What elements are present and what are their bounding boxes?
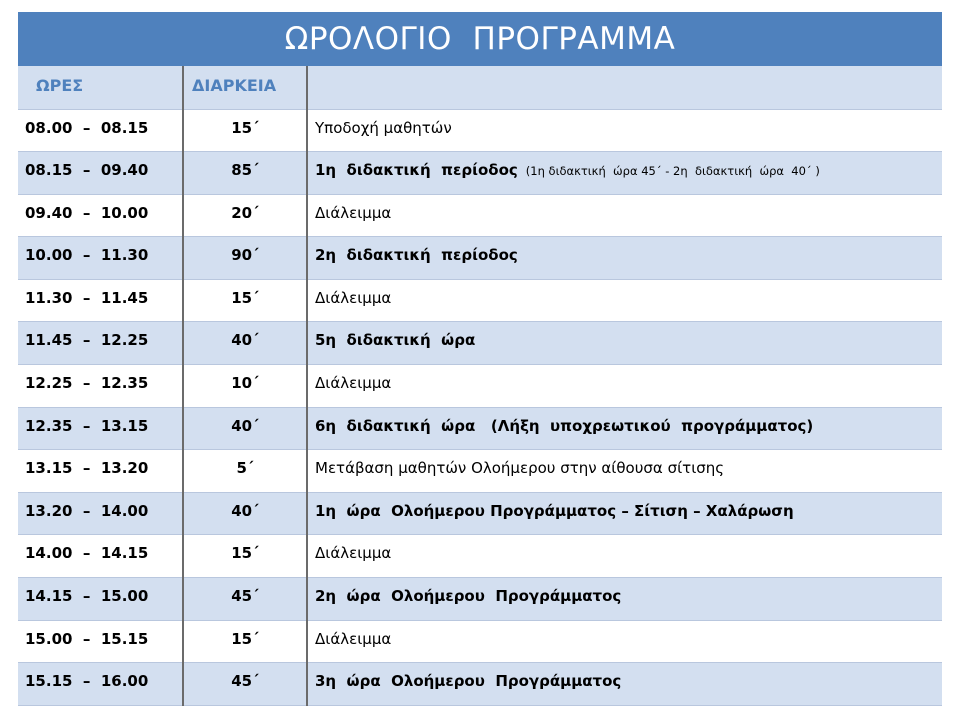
activity-cell — [307, 407, 942, 450]
time-cell: 14.15 – 15.00 — [18, 578, 183, 621]
activity-text: Διάλειμμα — [315, 374, 392, 393]
table-row — [18, 365, 942, 408]
header-duration: ΔΙΑΡΚΕΙΑ — [183, 66, 307, 109]
table-row — [18, 450, 942, 493]
duration-cell: 5΄ — [183, 450, 307, 493]
schedule-table — [18, 66, 942, 706]
time-cell: 08.15 – 09.40 — [18, 152, 183, 195]
activity-cell — [307, 322, 942, 365]
activity-cell — [307, 663, 942, 706]
activity-text: Διάλειμμα — [315, 203, 392, 222]
table-row — [18, 492, 942, 535]
table-row — [18, 407, 942, 450]
activity-cell — [307, 194, 942, 237]
activity-note: (1η διδακτική ώρα 45΄ - 2η διδακτική ώρα 40΄ ) — [525, 164, 820, 179]
duration-cell: 15΄ — [183, 620, 307, 663]
duration-cell: 10΄ — [183, 365, 307, 408]
time-cell: 12.25 – 12.35 — [18, 365, 183, 408]
activity-cell — [307, 450, 942, 493]
activity-cell — [307, 535, 942, 578]
duration-cell: 90΄ — [183, 237, 307, 280]
activity-text: 2η ώρα Ολοήμερου Προγράμματος — [315, 587, 622, 606]
activity-cell — [307, 365, 942, 408]
activity-text: Υποδοχή μαθητών — [315, 118, 452, 137]
activity-cell — [307, 237, 942, 280]
activity-cell — [307, 279, 942, 322]
table-row — [18, 663, 942, 706]
table-row — [18, 194, 942, 237]
time-cell: 12.35 – 13.15 — [18, 407, 183, 450]
activity-text: Διάλειμμα — [315, 288, 392, 307]
activity-text: 1η διδακτική περίοδος — [315, 161, 518, 180]
duration-cell: 40΄ — [183, 322, 307, 365]
duration-cell: 45΄ — [183, 663, 307, 706]
duration-cell: 85΄ — [183, 152, 307, 195]
table-row — [18, 322, 942, 365]
duration-cell: 15΄ — [183, 279, 307, 322]
table-row — [18, 620, 942, 663]
time-cell: 10.00 – 11.30 — [18, 237, 183, 280]
duration-cell: 40΄ — [183, 407, 307, 450]
activity-text: Διάλειμμα — [315, 629, 392, 648]
duration-cell: 45΄ — [183, 578, 307, 621]
table-row — [18, 109, 942, 152]
time-cell: 13.15 – 13.20 — [18, 450, 183, 493]
table-row — [18, 535, 942, 578]
duration-cell: 15΄ — [183, 109, 307, 152]
activity-text: 3η ώρα Ολοήμερου Προγράμματος — [315, 672, 622, 691]
activity-text: Διάλειμμα — [315, 544, 392, 563]
header-row — [18, 66, 942, 109]
header-activity — [307, 66, 942, 109]
page-title: ΩΡΟΛΟΓΙΟ ΠΡΟΓΡΑΜΜΑ — [18, 12, 942, 66]
duration-cell: 40΄ — [183, 492, 307, 535]
activity-text: 2η διδακτική περίοδος — [315, 246, 518, 265]
activity-cell — [307, 620, 942, 663]
activity-text: 6η διδακτική ώρα (Λήξη υποχρεωτικού προγράμματος) — [315, 416, 814, 435]
time-cell: 09.40 – 10.00 — [18, 194, 183, 237]
activity-cell — [307, 109, 942, 152]
time-cell: 08.00 – 08.15 — [18, 109, 183, 152]
table-row — [18, 152, 942, 195]
activity-text: 5η διδακτική ώρα — [315, 331, 476, 350]
duration-cell: 15΄ — [183, 535, 307, 578]
duration-cell: 20΄ — [183, 194, 307, 237]
time-cell: 15.15 – 16.00 — [18, 663, 183, 706]
schedule-table-container — [18, 12, 942, 706]
time-cell: 13.20 – 14.00 — [18, 492, 183, 535]
header-hours: ΩΡΕΣ — [18, 66, 183, 109]
activity-cell — [307, 492, 942, 535]
table-row — [18, 237, 942, 280]
table-row — [18, 578, 942, 621]
table-row — [18, 279, 942, 322]
activity-text: 1η ώρα Ολοήμερου Προγράμματος – Σίτιση – Χαλάρωση — [315, 501, 794, 520]
time-cell: 11.30 – 11.45 — [18, 279, 183, 322]
activity-text: Μετάβαση μαθητών Ολοήμερου στην αίθουσα σίτισης — [315, 459, 725, 478]
time-cell: 14.00 – 14.15 — [18, 535, 183, 578]
activity-cell — [307, 578, 942, 621]
activity-cell — [307, 152, 942, 195]
time-cell: 15.00 – 15.15 — [18, 620, 183, 663]
time-cell: 11.45 – 12.25 — [18, 322, 183, 365]
